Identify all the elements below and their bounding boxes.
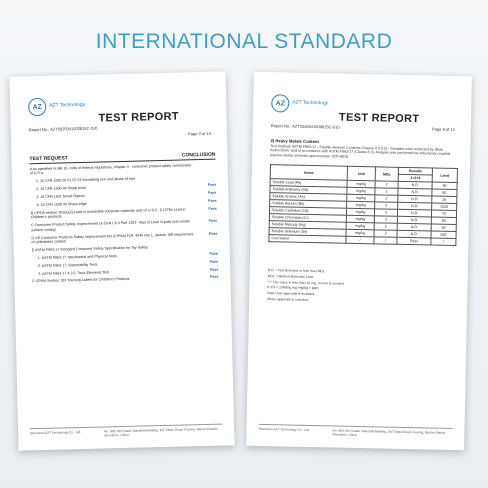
note-line: Raw chart appendix is included.: [267, 291, 316, 297]
page-headline: INTERNATIONAL STANDARD: [95, 30, 393, 53]
page-footer: [30, 424, 222, 440]
footer-company: Shenzhen AZT Technology Co., Ltd.: [258, 427, 310, 433]
footer-address: No. 869, 6th Huade Industrial Building, 3rd Tubao Road, Fuyong, Bao'an District, Shenzhen, China: [332, 428, 447, 438]
company-logo: [28, 97, 85, 116]
test-request-list: [30, 163, 219, 288]
table-notes: [267, 268, 344, 304]
list-item: 3. ASTM F963-17 4.3.5: Toxic Elements Test Pass: [38, 267, 219, 276]
list-item: A As specified in title 16, code of federal regulations, chapter II - consumer product safety commission of U.S.A.: [29, 163, 192, 176]
list-item: 4. 16 CFR 1500.49 Sharp edge Pass: [36, 198, 217, 208]
table-row: Soluble Lead (Pb) mg/kg 2 N.D. 90: [270, 179, 457, 190]
list-item: 1. ASTM F963-17: Mechanical and Physical Tests Pass: [37, 251, 218, 260]
report-number: Report No.: AZT0320041500815C-010: [28, 125, 98, 133]
test-method: Test method: ASTM F963-17 - Soluble element Contents (Clause 4.3.5.2) - Samples were extracted by dilute hydrochloric acid in accordance with ASTM F963-17 (Clause 8.3). Analysis was performed by inductively coupled plasma atomic emission spectrometer (ICP-AES).: [270, 144, 450, 159]
table-row: Soluble Selenium (Se) mg/kg 2 N.D. 500: [269, 228, 456, 239]
table-row: Soluble Cadmium (Cd) mg/kg 2 N.D. 75: [269, 207, 456, 218]
note-line: Photo appendix is included.: [267, 296, 309, 302]
table-row: Soluble Antimony (Sb) mg/kg 2 N.D. 60: [270, 186, 457, 197]
page-footer: [258, 424, 452, 440]
table-row: Soluble Chromium (Cr) mg/kg 2 N.D. 60: [269, 214, 456, 225]
azt-logo-icon: AZ: [271, 94, 289, 112]
list-item: C Consumer Product Safety Improvement 16 CFR Ch.II Part 1303 - Ban of Lead in paint and similar surface coating Pass: [31, 218, 218, 232]
table-header-row: Items Unit MDL Results Limit: [270, 165, 457, 176]
table-row: Soluble Barium (Ba) mg/kg 2 N.D. 1000: [270, 200, 457, 211]
conclusion-label: CONCLUSION: [181, 151, 216, 159]
list-item: D US Consumer Products Safety Improvement Act (CPSIA) H.R. 4040 title 1, section 108 requirement on phthalates content Pass: [31, 231, 218, 245]
note-line: MDL = Method Detection Limit: [267, 273, 314, 279]
page-number: Page 2 of 14: [188, 130, 211, 137]
list-item: 3. 16 CFR 1501 Small Objects Pass: [36, 190, 217, 200]
table-row: Soluble Arsenic (As) mg/kg 2 N.D. 25: [270, 193, 457, 204]
footer-company: Shenzhen AZT Technology Co., Ltd.: [30, 430, 82, 436]
table-subheader-row: 1+2+3: [270, 172, 457, 183]
footer-address: No. 869, 6th Huade Industrial Building, 3rd Tubao Road, Fuyong, Bao'an District, Shenzhen, China: [104, 427, 219, 438]
report-title: TEST REPORT: [338, 111, 420, 126]
list-item: F CPSIA Section 103 Tracking Labels for Children's Products Pass: [32, 275, 219, 284]
table-row: Soluble Mercury (Hg) mg/kg 2 N.D. 60: [269, 221, 456, 232]
note-line: N.D. = Not Detected or less than MDL: [267, 268, 325, 274]
company-logo: [271, 94, 328, 113]
note-line: "=" The mass is less than 10 mg, no test is needed: [267, 279, 344, 286]
page-number: Page 9 of 14: [432, 126, 455, 132]
report-number: Report No.: AZT0320041500815C-010: [270, 123, 340, 130]
list-item: 2. 16 CFR 1500.48 Sharp point Pass: [36, 182, 217, 192]
note-line: 0.1% = 1000mg /kg /mg/kg = ppm: [267, 285, 319, 291]
test-request-label: TEST REQUEST: [29, 155, 68, 163]
list-item: B CPSIA section 101(a)(2)-Lead in accessible substrate materials and 15 U.S.C. § 1278a Lead in Children's products Pass: [30, 206, 217, 220]
list-item: E ASTM F963-17 Standard Consumer Safety Specification for Toy Safety: [31, 245, 148, 253]
logo-text: AZT Technology: [49, 102, 86, 109]
table-row: Conclusion / / Pass /: [269, 235, 456, 246]
heavy-metals-table: [268, 164, 458, 246]
azt-logo-icon: AZ: [28, 98, 46, 116]
test-report-page-2: [9, 71, 234, 450]
list-item: 1. 16 CFR 1500.50 51 52 53 Simulating use and abuse of toys: [35, 177, 136, 184]
section-title: 2) Heavy Metals Content: [270, 138, 319, 145]
logo-text: AZT Technology: [292, 99, 329, 107]
report-title: TEST REPORT: [98, 110, 179, 125]
test-report-page-9: [246, 72, 472, 450]
list-item: 2. ASTM F963-17: Flammability Tests Pass: [38, 259, 219, 268]
